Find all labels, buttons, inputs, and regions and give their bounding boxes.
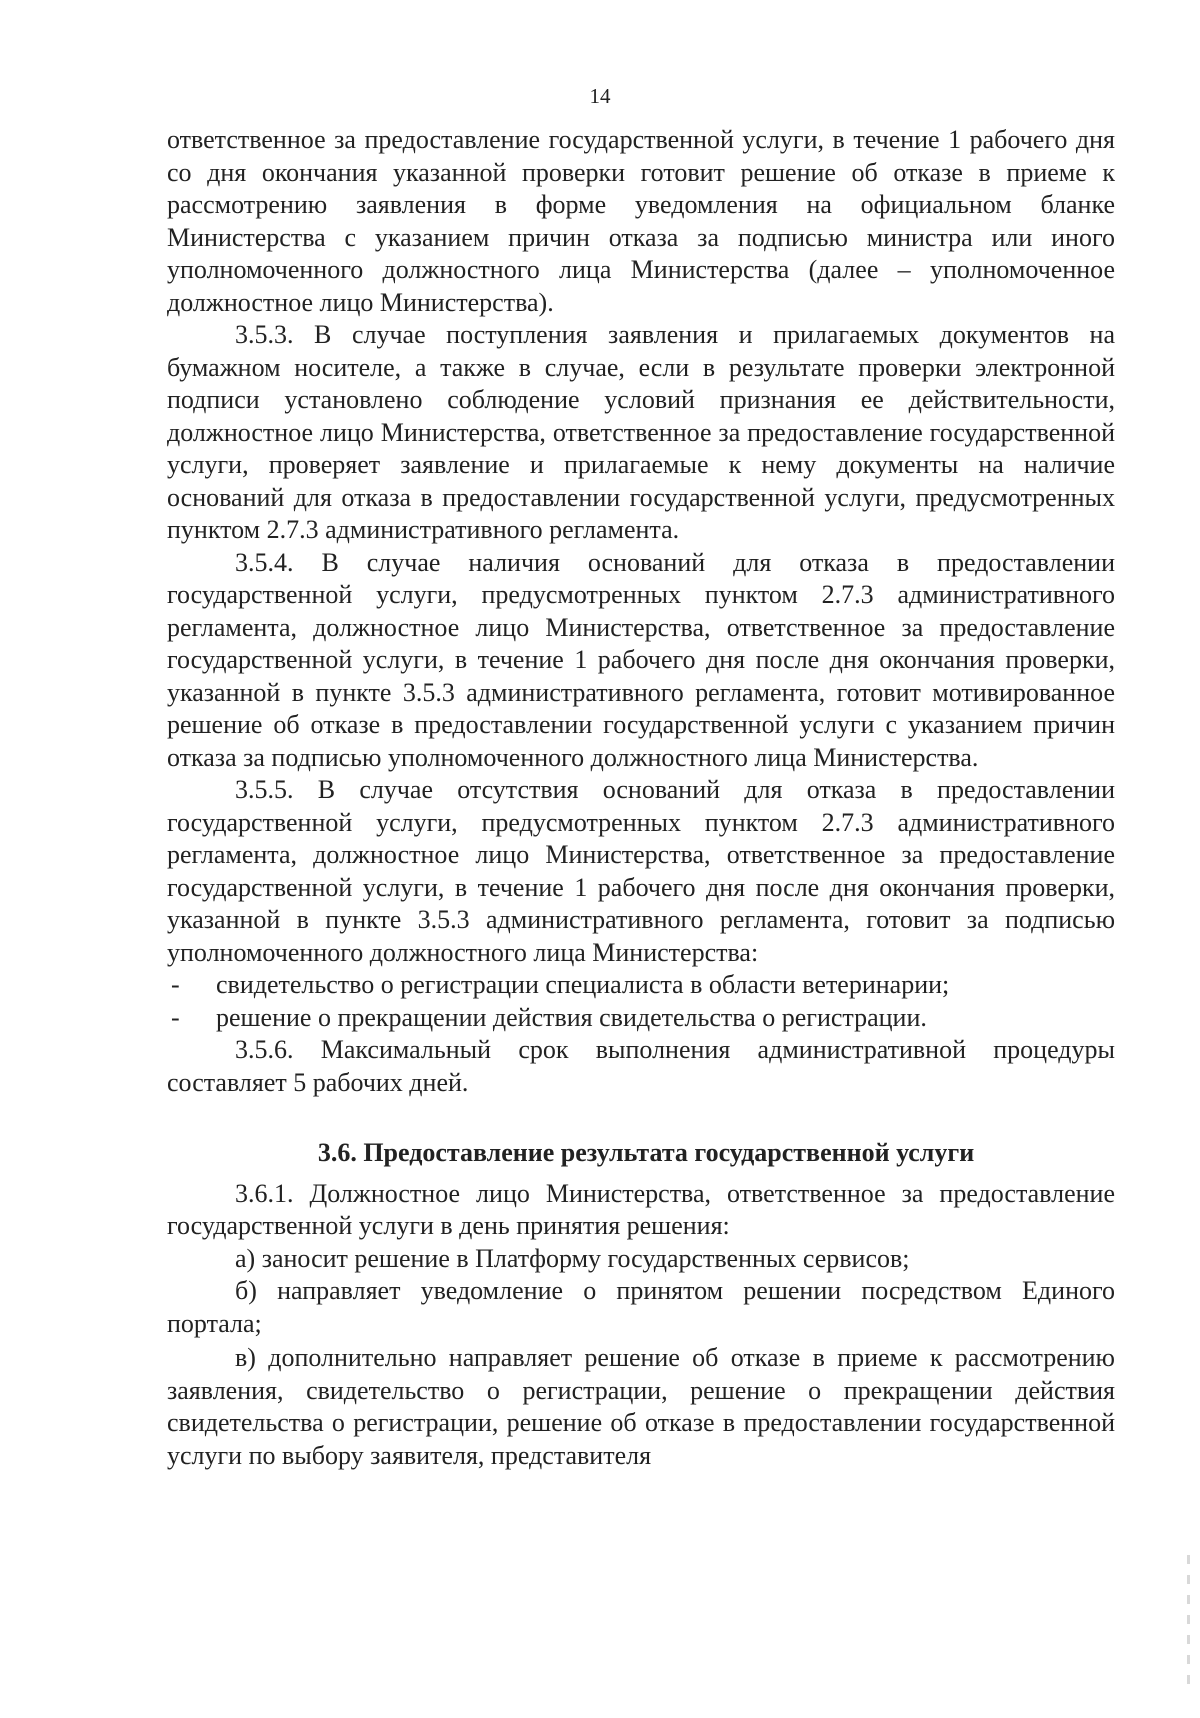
section-heading: 3.6. Предоставление результата государственной услуги bbox=[317, 1138, 975, 1167]
paragraph-3-5-6: 3.5.6. Максимальный срок выполнения административной процедуры составляет 5 рабочих дней. bbox=[167, 1035, 1115, 1097]
paragraph-3-5-5: 3.5.5. В случае отсутствия оснований для отказа в предоставлении государственной услуги, предусмотренных пунктом 2.7.3 административного регламента, должностное лицо Министерства, ответственное за предоставление государственной услуги, в течение 1 рабочего дня после дня окончания проверки, указанной в пункте 3.5.3 административного регламента, готовит за подписью уполномоченного должностного лица Министерства: bbox=[167, 775, 1115, 967]
document-body bbox=[167, 124, 1115, 1472]
paragraph-3-6-1: 3.6.1. Должностное лицо Министерства, ответственное за предоставление государственной услуги в день принятия решения: bbox=[167, 1178, 1115, 1240]
list-item bbox=[167, 969, 1115, 1002]
paragraph-3-6-1-v: в) дополнительно направляет решение об отказе в приеме к рассмотрению заявления, свидетельство о регистрации, решение о прекращении действия свидетельства о регистрации, решение об отказе в предоставлении государственной услуги по выбору заявителя, представителя bbox=[167, 1343, 1115, 1470]
list-item bbox=[167, 1002, 1115, 1035]
paragraph-3-6-1-b: б) направляет уведомление о принятом решении посредством Единого портала; bbox=[167, 1276, 1115, 1338]
scan-edge-marks bbox=[1187, 1555, 1190, 1685]
list-item-text: решение о прекращении действия свидетельства о регистрации. bbox=[216, 1002, 927, 1032]
bullet-dash: - bbox=[171, 970, 180, 999]
paragraph-intro: ответственное за предоставление государственной услуги, в течение 1 рабочего дня со дня окончания указанной проверки готовит решение об отказе в приеме к рассмотрению заявления в форме уведомления на официальном бланке Министерства с указанием причин отказа за подписью министра или иного уполномоченного должностного лица Министерства (далее – уполномоченное должностное лицо Министерства). bbox=[167, 125, 1115, 317]
bullet-dash: - bbox=[171, 1002, 180, 1032]
paragraph-3-5-3: 3.5.3. В случае поступления заявления и прилагаемых документов на бумажном носителе, а также в случае, если в результате проверки электронной подписи установлено соблюдение условий признания ее действительности, должностное лицо Министерства, ответственное за предоставление государственной услуги, проверяет заявление и прилагаемые к нему документы на наличие оснований для отказа в предоставлении государственной услуги, предусмотренных пунктом 2.7.3 административного регламента. bbox=[167, 320, 1115, 544]
paragraph-3-6-1-a: а) заносит решение в Платформу государственных сервисов; bbox=[235, 1243, 910, 1273]
page-number: 14 bbox=[589, 84, 611, 108]
paragraph-3-5-4: 3.5.4. В случае наличия оснований для отказа в предоставлении государственной услуги, предусмотренных пунктом 2.7.3 административного регламента, должностное лицо Министерства, ответственное за предоставление государственной услуги, в течение 1 рабочего дня после дня окончания проверки, указанной в пункте 3.5.3 административного регламента, готовит мотивированное решение об отказе в предоставлении государственной услуги с указанием причин отказа за подписью уполномоченного должностного лица Министерства. bbox=[167, 547, 1115, 772]
list-item-text: свидетельство о регистрации специалиста в области ветеринарии; bbox=[216, 970, 950, 999]
